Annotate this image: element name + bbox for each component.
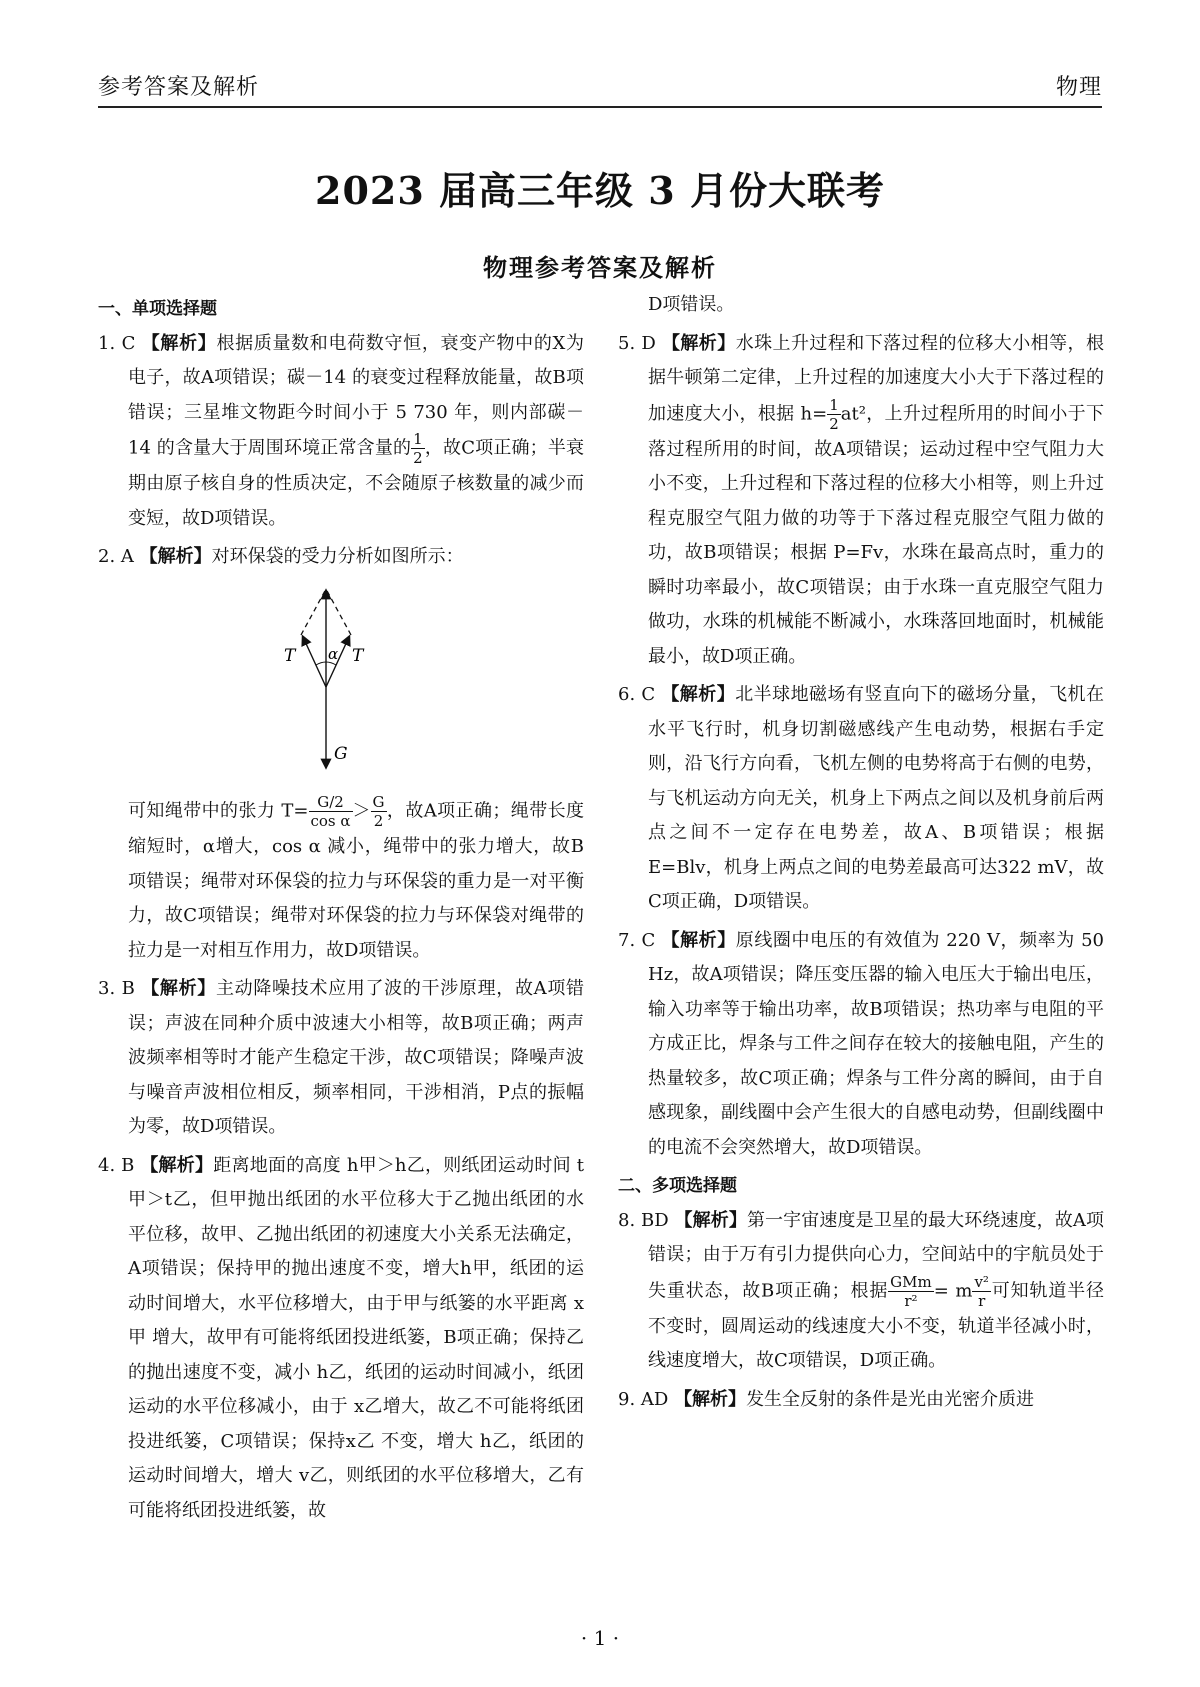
q1-tag: 【解析】: [141, 332, 217, 354]
q8-frac2-num: v²: [974, 1272, 989, 1291]
q7-text: 原线圈中电压的有效值为 220 V，频率为 50 Hz，故A项错误；降压变压器的输入电压大于输出电压，输入功率等于输出功率，故B项错误；热功率与电阻的平方成正比，焊条与工件之间存在较大的接触电阻，产生的热量较多，故C项正确；焊条与工件分离的瞬间，由于自感现象，副线圈中会产生很大的自感电动势，但副线圈中的电流不会突然增大，故D项错误。: [648, 929, 1104, 1158]
q6-label: 6. C: [618, 684, 656, 705]
section-multiple-choice: 二、多项选择题: [618, 1176, 737, 1196]
q8-frac2-den: r: [978, 1291, 986, 1310]
header-subject: 物理: [1055, 75, 1102, 100]
q8-frac1-num: GMm: [890, 1272, 932, 1291]
answer-q2: [98, 540, 584, 575]
answer-q3: [98, 972, 584, 1145]
answer-q1: [98, 327, 584, 537]
q5-label: 5. D: [618, 332, 656, 354]
q3-label: 3. B: [98, 978, 135, 999]
q9-label: 9. AD: [618, 1388, 669, 1410]
label-T-right: T: [352, 645, 364, 666]
q1-frac-den: 2: [413, 449, 423, 467]
q8-text-b: = m: [933, 1280, 973, 1301]
answer-q9: [618, 1383, 1104, 1418]
q1-text-b: ，故C项正确；半衰期由原子核自身的性质决定，不会随原子核数量的减少而变短，故D项错误。: [128, 437, 584, 529]
dashed-left: [301, 589, 326, 635]
q5-frac-num: 1: [829, 395, 839, 414]
q1-fraction: [411, 430, 425, 467]
q4-tag: 【解析】: [140, 1154, 214, 1176]
q5-tag: 【解析】: [661, 332, 736, 354]
q3-text: 主动降噪技术应用了波的干涉原理，故A项错误；声波在同种介质中波速大小相等，故B项正确；两声波频率相等时才能产生稳定干涉，故C项错误；降噪声波与噪音声波相位相反，频率相同，干涉相消，P点的振幅为零，故D项错误。: [128, 978, 585, 1137]
q3-tag: 【解析】: [141, 978, 216, 999]
q2-frac2-num: G: [372, 793, 385, 811]
q9-tag: 【解析】: [674, 1388, 747, 1410]
answer-q5: [618, 327, 1104, 675]
q7-tag: 【解析】: [661, 929, 736, 951]
page-header: [98, 70, 1102, 108]
q1-label: 1. C: [98, 332, 136, 354]
dashed-right: [326, 589, 351, 635]
right-column: [618, 292, 1104, 1421]
q2-text-b2: ＞: [352, 800, 371, 822]
q8-tag: 【解析】: [674, 1209, 747, 1231]
label-T-left: T: [284, 645, 296, 666]
q8-frac1-den: r²: [904, 1291, 918, 1310]
answer-subtitle: 物理参考答案及解析: [483, 253, 717, 282]
q4-label: 4. B: [98, 1154, 135, 1176]
left-column: [98, 292, 584, 1532]
q2-frac-num: G/2: [309, 793, 353, 812]
exam-title: 2023 届高三年级 3 月份大联考: [315, 168, 885, 213]
q2-tag: 【解析】: [139, 546, 212, 567]
q2-frac2-den: 2: [373, 812, 384, 830]
q7-label: 7. C: [618, 929, 656, 951]
section-single-choice: 一、单项选择题: [98, 299, 217, 319]
page-number: · 1 ·: [580, 1626, 620, 1650]
answer-q2-body: [98, 793, 584, 968]
q2-text-b1: 可知绳带中的张力 T=: [128, 800, 309, 822]
q5-fraction: [827, 396, 841, 433]
q8-fraction-gravity: [888, 1273, 934, 1310]
q9-text: 发生全反射的条件是光由光密介质进: [746, 1388, 1035, 1410]
q2-text-b3: ，故A项正确；绳带长度缩短时，α增大，cos α 减小，绳带中的张力增大，故B项错误；绳带对环保袋的拉力与环保袋的重力是一对平衡力，故C项错误；绳带对环保袋的拉力与环保袋对绳带的拉力是一对相互作用力，故D项错误。: [128, 800, 585, 961]
q6-tag: 【解析】: [661, 684, 736, 705]
answer-q4: [98, 1149, 584, 1529]
header-left-title: 参考答案及解析: [98, 75, 260, 100]
q8-text-c: 可知轨道半径不变时，圆周运动的线速度大小不变，轨道半径减小时，线速度增大，故C项错误，D项正确。: [648, 1280, 1104, 1371]
answer-q7: [618, 924, 1104, 1166]
q6-text: 北半球地磁场有竖直向下的磁场分量，飞机在水平飞行时，机身切割磁感线产生电动势，根据右手定则，沿飞行方向看，飞机左侧的电势将高于右侧的电势，与飞机运动方向无关，机身上下两点之间以及机身前后两点之间不一定存在电势差，故A、B项错误；根据 E=Blv，机身上两点之间的电势差最高可达322 mV，故C项正确，D项错误。: [648, 684, 1104, 912]
q2-fraction-tension: [309, 793, 353, 830]
q5-text-a: 水珠上升过程和下落过程的位移大小相等，根据牛顿第二定律，上升过程的加速度大小大于下落过程的加速度大小，根据 h=: [648, 332, 1104, 424]
q5-text-b: at²，上升过程所用的时间小于下落过程所用的时间，故A项错误；运动过程中空气阻力大小不变，上升过程和下落过程的位移大小相等，则上升过程克服空气阻力做的功等于下落过程克服空气阻力做的功，故B项错误；根据 P=Fv，水珠在最高点时，重力的瞬时功率最小，故C项错误；由于水珠一直克服空气阻力做功，水珠的机械能不断减小，水珠落回地面时，机械能最小，故D项正确。: [648, 403, 1104, 667]
q1-text-a: 根据质量数和电荷数守恒，衰变产物中的X为电子，故A项错误；碳－14 的衰变过程释放能量，故B项错误；三星堆文物距今时间小于 5 730 年，则内部碳－14 的含量大于周围环境正常含量的: [128, 332, 585, 459]
q8-fraction-centripetal: [972, 1273, 991, 1310]
q8-text-a: 第一宇宙速度是卫星的最大环绕速度，故A项错误；由于万有引力提供向心力，空间站中的宇航员处于失重状态，故B项正确；根据: [648, 1209, 1105, 1301]
q2-fraction-half-G: [371, 793, 387, 830]
q5-frac-den: 2: [829, 414, 839, 433]
q2-text-a: 对环保袋的受力分析如图所示：: [211, 546, 464, 567]
q2-label: 2. A: [98, 546, 134, 567]
q4-text: 距离地面的高度 h甲＞h乙，则纸团运动时间 t甲＞t乙，但甲抛出纸团的水平位移大于乙抛出纸团的水平位移，故甲、乙抛出纸团的初速度大小关系无法确定，A项错误；保持甲的抛出速度不变，增大h甲，纸团的运动时间增大，水平位移增大，由于甲与纸篓的水平距离 x甲 增大，故甲有可能将纸团投进纸篓，B项正确；保持乙的抛出速度不变，减小 h乙，纸团的运动时间减小，纸团运动的水平位移减小，由于 x乙增大，故乙不可能将纸团投进纸篓，C项错误；保持x乙 不变，增大 h乙，纸团的运动时间增大，增大 v乙，则纸团的水平位移增大，乙有可能将纸团投进纸篓，故: [128, 1154, 584, 1521]
q2-frac-den: cos α: [310, 812, 351, 830]
answer-q4-continued: D项错误。: [648, 294, 735, 315]
force-diagram: [98, 583, 584, 773]
q8-label: 8. BD: [618, 1209, 669, 1231]
label-alpha: α: [328, 644, 339, 663]
answer-q8: [618, 1204, 1104, 1379]
label-G: G: [334, 743, 348, 764]
q1-frac-num: 1: [413, 430, 423, 448]
answer-q6: [618, 678, 1104, 920]
